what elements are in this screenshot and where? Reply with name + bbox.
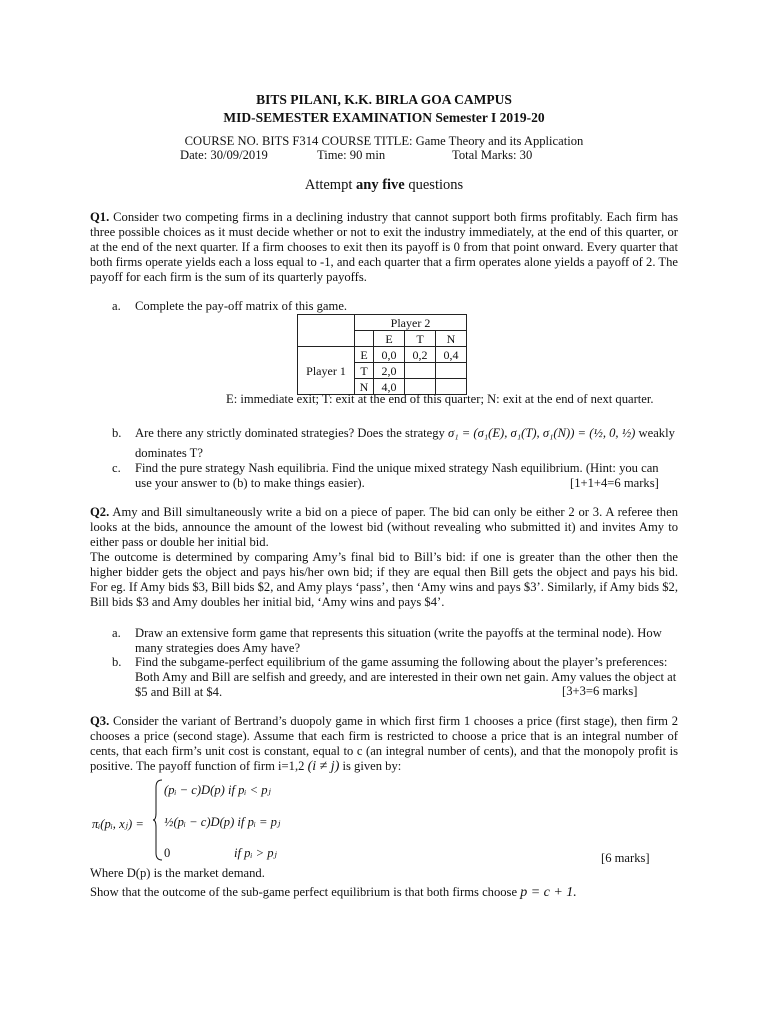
- case-equal: ½(pᵢ − c)D(p) if pᵢ = pⱼ: [164, 815, 281, 829]
- q1-marks: [1+1+4=6 marks]: [570, 476, 659, 490]
- payoff-cell: [405, 363, 436, 379]
- exam-title: MID-SEMESTER EXAMINATION Semester I 2019-20: [223, 110, 545, 125]
- q2-outcome: The outcome is determined by comparing Amy’s final bid to Bill’s bid: if one is greater than the other then the higher bidder gets the object and pays his/her own bid; if they are equal then Bill gets the object and pays his bid. For eg. If Amy bids $3, Bill bids $2, and Amy plays ‘pass’, then ‘Amy wins and pays $3’. Similarly, if Amy bids $2, Bill bids $3 and Amy doubles her initial bid, ‘Amy wins and pays $4’.: [90, 550, 678, 609]
- q2-marks: [3+3=6 marks]: [562, 684, 638, 698]
- payoff-matrix: [297, 314, 467, 395]
- matrix-legend: E: immediate exit; T: exit at the end of this quarter; N: exit at the end of next quarter.: [226, 392, 654, 406]
- instruction: Attempt any five questions: [304, 177, 464, 193]
- payoff-cell: 4,0: [374, 379, 405, 395]
- exam-time: Time: 90 min: [317, 148, 386, 162]
- payoff-cell: 0,0: [374, 347, 405, 363]
- case-greater-cond: if pᵢ > pⱼ: [234, 846, 277, 860]
- exam-total-marks: Total Marks: 30: [452, 148, 533, 162]
- payoff-cell: [436, 363, 467, 379]
- payoff-cell: 0,2: [405, 347, 436, 363]
- player2-label: Player 2: [355, 315, 467, 331]
- payoff-function-lhs: πᵢ(pᵢ, xⱼ) =: [92, 817, 144, 831]
- case-less: (pᵢ − c)D(p) if pᵢ < pⱼ: [164, 783, 271, 797]
- col-header: N: [436, 331, 467, 347]
- payoff-cell: 2,0: [374, 363, 405, 379]
- q3-task: Show that the outcome of the sub-game perfect equilibrium is that both firms choose p = c + 1.: [90, 885, 577, 900]
- left-brace-icon: [152, 779, 164, 861]
- exam-page: BITS PILANI, K.K. BIRLA GOA CAMPUS MID-SEMESTER EXAMINATION Semester I 2019-20 COURSE NO. BITS F314 COURSE TITLE: Game Theory and its Application Date: 30/09/2019 Time: 90 min Total Marks: 30 Attempt any five questions Q1. Consider two competing firms in a declining industry that cannot support both firms profitably. Each firm has three possible choices as it must decide whether or not to exit the industry immediately, at the end of this quarter, or at the end of the next quarter. If a firm chooses to exit then its payoff is 0 from that point onward. Every quarter that both firms operate yields each a loss equal to -1, and each quarter that a firm operates alone yields a payoff of 2. The payoff for each firm is the sum of its quarterly payoffs. a. Complete the pay-off matrix of this game. Player 2 E T N Player 1 E 0,0 0,2 0,4 T 2,0 N 4,0 E: immediate exit; T: exit at the end of this quarter; N: exit at the end of next quarter. b. Are there any strictly dominated strategies? Does the strategy σ₁ = (σ₁(E), σ₁(T), σ₁(N)) = (½, 0, ½) weakly dominates T? c. Find the pure strategy Nash equilibria. Find the unique mixed strategy Nash equilibrium. (Hint: you can use your answer to (b) to make things easier). [1+1+4=6 marks] Q2. Amy and Bill simultaneously write a bid on a piece of paper. The bid can only be either 2 or 3. A referee then looks at the bids, announce the amount of the lowest bid (without revealing who submitted it) and invites Amy to either pass or double her initial bid. The outcome is determined by comparing Amy’s final bid to Bill’s bid: if one is greater than the other then the higher bidder gets the object and pays his/her own bid; if they are equal then Bill gets the object and pays his bid. For eg. If Amy bids $3, Bill bids $2, and Amy plays ‘pass’, then ‘Amy wins and pays $3’. Similarly, if Amy bids $2, Bill bids $3 and Amy doubles her initial bid, ‘Amy wins and pays $4’. a. Draw an extensive form game that represents this situation (write the payoffs at the terminal node). How many strategies does Amy have? b. Find the subgame-perfect equilibrium of the game assuming the following about the player’s preferences: Both Amy and Bill are selfish and greedy, and are interested in their own net gain. Amy values the object at $5 and Bill at $4. [3+3=6 marks] Q3. Consider the variant of Bertrand’s duopoly game in which first firm 1 chooses a price (first stage), then firm 2 chooses a price (second stage). Assume that each firm is restricted to choose a price that is an integral number of cents, that each firm’s unit cost is constant, equal to c (an integral number of cents), and that the monopoly profit is positive. The payoff function of firm i=1,2 (i ≠ j) is given by: πᵢ(pᵢ, xⱼ) = (pᵢ − c)D(p) if pᵢ < pⱼ ½(pᵢ − c)D(p) if pᵢ = pⱼ 0 if pᵢ > pⱼ [6 marks] Where D(p) is the market demand. Show that the outcome of the sub-game perfect equilibrium is that both firms choose p = c + 1.: [0, 0, 768, 1024]
- demand-note: Where D(p) is the market demand.: [90, 866, 265, 880]
- q3-marks: [6 marks]: [601, 851, 650, 865]
- row-header: T: [355, 363, 374, 379]
- payoff-cell: 0,4: [436, 347, 467, 363]
- result-formula: p = c + 1.: [520, 885, 577, 900]
- row-header: N: [355, 379, 374, 395]
- q1-part-b-cont: dominates T?: [135, 446, 203, 460]
- course-line: COURSE NO. BITS F314 COURSE TITLE: Game Theory and its Application: [184, 134, 584, 148]
- col-header: T: [405, 331, 436, 347]
- institution-title: BITS PILANI, K.K. BIRLA GOA CAMPUS: [256, 92, 512, 107]
- row-header: E: [355, 347, 374, 363]
- strategy-formula: σ₁ = (σ₁(E), σ₁(T), σ₁(N)) = (½, 0, ½): [448, 426, 636, 440]
- q1-statement: Q1. Consider two competing firms in a declining industry that cannot support both firms profitably. Each firm has three possible choices as it must decide whether or not to exit the industry immediately, at the end of this quarter, or at the end of the next quarter. If a firm chooses to exit then its payoff is 0 from that point onward. Every quarter that both firms operate yields each a loss equal to -1, and each quarter that a firm operates alone yields a payoff of 2. The payoff for each firm is the sum of its quarterly payoffs.: [90, 210, 678, 284]
- col-header: E: [374, 331, 405, 347]
- case-greater-value: 0: [164, 846, 171, 860]
- exam-date: Date: 30/09/2019: [180, 148, 268, 162]
- player1-label: Player 1: [298, 347, 355, 395]
- q2-statement: Q2. Amy and Bill simultaneously write a bid on a piece of paper. The bid can only be either 2 or 3. A referee then looks at the bids, announce the amount of the lowest bid (without revealing who submitted it) and invites Amy to either pass or double her initial bid.: [90, 505, 678, 549]
- q3-statement: Q3. Consider the variant of Bertrand’s duopoly game in which first firm 1 chooses a price (first stage), then firm 2 chooses a price (second stage). Assume that each firm is restricted to choose a price that is an integral number of cents, that each firm’s unit cost is constant, equal to c (an integral number of cents), and that the monopoly profit is positive. The payoff function of firm i=1,2 (i ≠ j) is given by:: [90, 714, 678, 774]
